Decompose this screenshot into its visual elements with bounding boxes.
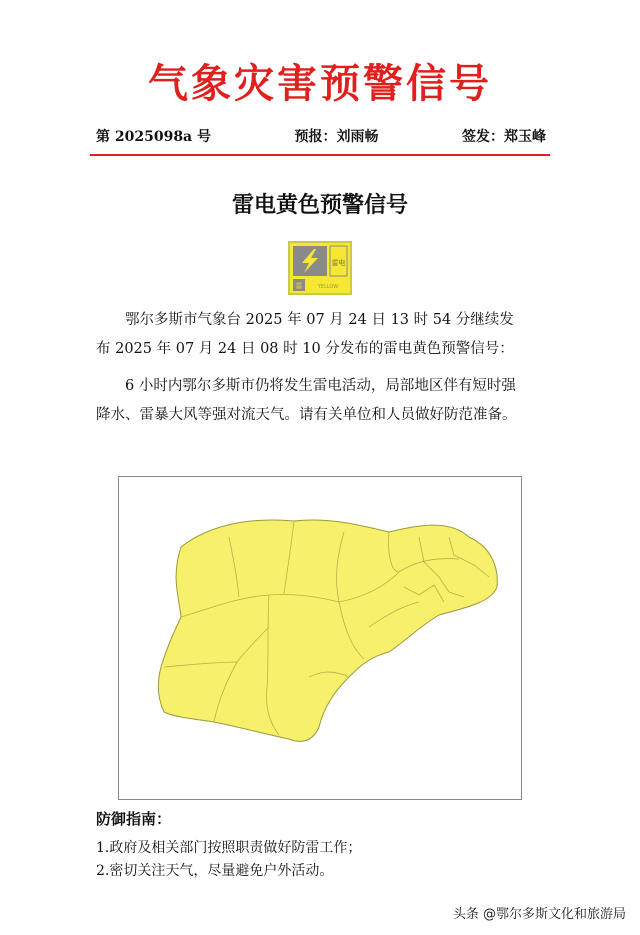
warning-title: 雷电黄色预警信号 [231,192,408,218]
document-meta [96,126,546,146]
signer: 签发：郑玉峰 [461,129,546,145]
masthead-title: 气象灾害预警信号 [148,60,492,107]
warning-area-region [158,520,497,741]
header-divider [90,154,550,156]
document-number: 第 2025098a 号 [96,129,212,145]
guide-title: 防御指南： [96,810,172,828]
svg-text:雷: 雷 [295,282,303,290]
forecaster: 预报：刘雨畅 [294,129,379,145]
warning-badge [288,241,352,295]
source-watermark: 头条 @鄂尔多斯文化和旅游局 [452,907,626,922]
badge-bottom-text: YELLOW [317,284,339,290]
paragraph-issue: 鄂尔多斯市气象台 2025 年 07 月 24 日 13 时 54 分继续发布 2025 年 07 月 24 日 08 时 10 分发布的雷电黄色预警信号： [96,312,514,357]
badge-label: 雷电 [331,259,346,267]
warning-map [118,476,522,800]
guide-item: 1.政府及相关部门按照职责做好防雷工作； [96,840,362,856]
guide-item: 2.密切关注天气，尽量避免户外活动。 [96,863,334,879]
paragraph-forecast: 6 小时内鄂尔多斯市仍将发生雷电活动，局部地区伴有短时强降水、雷暴大风等强对流天气。请有关单位和人员做好防范准备。 [96,378,517,423]
